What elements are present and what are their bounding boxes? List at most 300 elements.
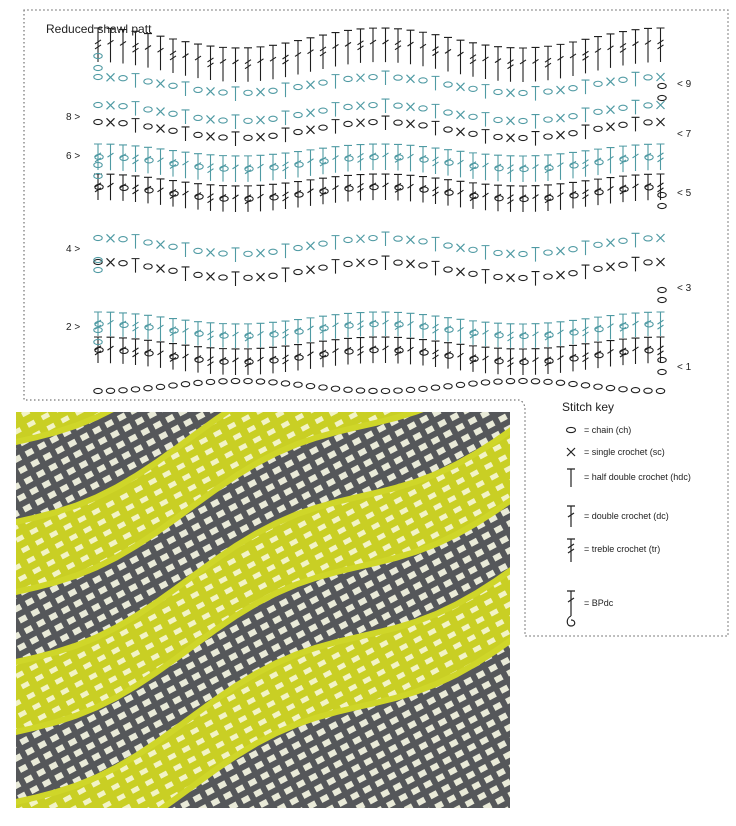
chain-stitch [294, 84, 302, 89]
chain-stitch [544, 250, 552, 255]
chain-stitch [444, 127, 452, 132]
chain-stitch [220, 359, 228, 364]
double-crochet-stitch [132, 339, 140, 365]
double-crochet-stitch [257, 185, 265, 211]
double-crochet-stitch [457, 40, 465, 74]
double-crochet-stitch [532, 324, 540, 348]
hdc-stitch [482, 270, 490, 284]
chain-stitch [394, 388, 402, 393]
chain-stitch [169, 383, 177, 388]
double-crochet-stitch [282, 321, 290, 345]
chain-stitch [495, 359, 503, 364]
chain-stitch [381, 388, 389, 393]
chain-stitch [369, 119, 377, 124]
double-crochet-stitch [207, 185, 215, 211]
double-crochet-stitch [507, 48, 515, 82]
hdc-stitch [332, 120, 340, 134]
sc-stitch [407, 103, 415, 111]
double-crochet-stitch [357, 175, 365, 201]
chain-stitch [394, 260, 402, 265]
double-crochet-stitch [532, 156, 540, 182]
hdc-stitch [182, 267, 190, 281]
double-crochet-stitch [157, 149, 165, 175]
sc-stitch [257, 249, 265, 257]
sc-stitch [557, 114, 565, 122]
double-crochet-stitch [507, 186, 515, 212]
key-label-treble-crochet: = treble crochet (tr) [584, 544, 661, 554]
chain-stitch [394, 75, 402, 80]
sc-stitch [257, 273, 265, 281]
chain-stitch [94, 65, 102, 70]
sc-stitch [607, 106, 615, 114]
chain-stitch [645, 185, 653, 190]
sc-stitch [207, 248, 215, 256]
hdc-stitch [432, 261, 440, 275]
chain-stitch [119, 261, 127, 266]
chain-stitch [581, 383, 589, 388]
chain-stitch [220, 196, 228, 201]
double-crochet-stitch [632, 30, 640, 64]
sc-stitch [157, 241, 165, 249]
hdc-stitch [232, 115, 240, 129]
double-crochet-stitch [644, 28, 652, 62]
chain-stitch [319, 265, 327, 270]
chain-stitch [94, 102, 102, 107]
chain-stitch [294, 269, 302, 274]
chain-stitch [495, 166, 503, 171]
chain-stitch [195, 357, 203, 362]
sc-stitch [507, 117, 515, 125]
double-crochet-stitch [582, 151, 590, 177]
chain-stitch [644, 388, 652, 393]
hdc-stitch [582, 241, 590, 255]
double-crochet-stitch [157, 342, 165, 368]
chain-stitch [644, 260, 652, 265]
double-crochet-stitch [207, 46, 215, 80]
double-crochet-stitch [107, 312, 115, 336]
sc-stitch [357, 102, 365, 110]
chain-stitch [519, 378, 527, 383]
chain-stitch [119, 388, 127, 393]
chain-stitch [294, 245, 302, 250]
chain-stitch [531, 379, 539, 384]
chain-stitch [506, 379, 514, 384]
double-crochet-stitch [107, 337, 115, 363]
hdc-stitch [132, 102, 140, 116]
hdc-stitch [582, 80, 590, 94]
sc-stitch [407, 236, 415, 244]
sc-stitch [507, 250, 515, 258]
sc-stitch [657, 118, 665, 126]
sc-stitch [207, 87, 215, 95]
chain-stitch [595, 353, 603, 358]
chain-stitch [331, 386, 339, 391]
double-crochet-stitch [382, 28, 390, 62]
chain-stitch [544, 379, 552, 384]
chain-stitch [419, 123, 427, 128]
double-crochet-stitch [407, 175, 415, 201]
chain-stitch [495, 196, 503, 201]
chain-stitch [644, 120, 652, 125]
hdc-stitch [632, 233, 640, 247]
double-crochet-stitch [107, 144, 115, 170]
sc-stitch [507, 274, 515, 282]
chain-stitch [595, 160, 603, 165]
row-label-3: < 3 [677, 283, 692, 294]
double-crochet-stitch [357, 145, 365, 171]
chain-stitch [594, 126, 602, 131]
double-crochet-stitch [482, 184, 490, 210]
chain-stitch [319, 80, 327, 85]
sc-stitch [107, 73, 115, 81]
sc-stitch [607, 78, 615, 86]
chain-stitch [644, 236, 652, 241]
chart-title: Reduced shawl patt [46, 22, 152, 36]
sc-stitch [357, 119, 365, 127]
sc-stitch [107, 234, 115, 242]
chain-stitch [244, 275, 252, 280]
sc-stitch [307, 81, 315, 89]
chain-stitch [244, 90, 252, 95]
chain-stitch [144, 386, 152, 391]
sc-stitch [207, 272, 215, 280]
hdc-stitch [332, 75, 340, 89]
chain-stitch [594, 266, 602, 271]
row-label-6: 6 > [66, 151, 81, 162]
sc-stitch [557, 86, 565, 94]
double-crochet-stitch [182, 320, 190, 344]
half-double-crochet-icon [565, 468, 579, 498]
chain-stitch [169, 83, 177, 88]
double-crochet-stitch [582, 181, 590, 207]
hdc-stitch [532, 115, 540, 129]
double-crochet-stitch [657, 28, 665, 62]
chain-stitch [344, 76, 352, 81]
double-crochet-stitch [557, 44, 565, 78]
double-crochet-stitch [357, 338, 365, 364]
double-crochet-stitch [482, 45, 490, 79]
double-crochet-stitch [169, 39, 177, 73]
chain-stitch [344, 387, 352, 392]
chain-stitch [658, 192, 666, 197]
double-crochet-stitch [407, 30, 415, 64]
double-crochet-stitch [357, 29, 365, 63]
chain-stitch [319, 125, 327, 130]
hdc-stitch [382, 256, 390, 270]
double-crochet-stitch [507, 349, 515, 375]
sc-stitch [557, 131, 565, 139]
double-crochet-stitch [482, 154, 490, 180]
hdc-stitch [482, 130, 490, 144]
chain-stitch [445, 353, 453, 358]
double-crochet-stitch [532, 186, 540, 212]
chain-stitch [656, 388, 664, 393]
double-crochet-stitch [532, 47, 540, 81]
chain-stitch [569, 381, 577, 386]
chain-stitch [169, 128, 177, 133]
chain-stitch [494, 89, 502, 94]
chain-stitch [445, 160, 453, 165]
double-crochet-stitch [257, 155, 265, 181]
hdc-stitch [332, 103, 340, 117]
chain-stitch [419, 263, 427, 268]
row-label-8: 8 > [66, 112, 81, 123]
chain-stitch [219, 251, 227, 256]
sc-stitch [557, 247, 565, 255]
chain-stitch [619, 77, 627, 82]
double-crochet-stitch [207, 348, 215, 374]
chain-stitch [444, 82, 452, 87]
chain-stitch [619, 387, 627, 392]
double-crochet-stitch [394, 29, 402, 63]
key-label-single-crochet: = single crochet (sc) [584, 447, 665, 457]
chain-stitch [94, 119, 102, 124]
chain-stitch [319, 241, 327, 246]
double-crochet-stitch [182, 42, 190, 76]
chain-stitch [295, 162, 303, 167]
chain-stitch [569, 271, 577, 276]
stitch-key-title: Stitch key [562, 400, 615, 414]
chain-stitch [494, 274, 502, 279]
double-crochet-stitch [607, 341, 615, 367]
hdc-stitch [532, 87, 540, 101]
chain-stitch [281, 381, 289, 386]
hdc-stitch [182, 127, 190, 141]
chain-stitch [658, 203, 666, 208]
chain-stitch [556, 380, 564, 385]
chain-stitch [445, 190, 453, 195]
chain-stitch [569, 131, 577, 136]
double-crochet-stitch [457, 319, 465, 343]
chain-stitch [345, 186, 353, 191]
double-crochet-stitch [469, 43, 477, 77]
chain-stitch [269, 133, 277, 138]
chain-stitch [658, 357, 666, 362]
chain-stitch [345, 156, 353, 161]
chain-stitch [145, 158, 153, 163]
chain-stitch [294, 382, 302, 387]
double-crochet-stitch [269, 45, 277, 79]
chain-stitch [270, 165, 278, 170]
chain-stitch [244, 379, 252, 384]
row-label-7: < 7 [677, 129, 692, 140]
double-crochet-stitch [382, 337, 390, 363]
chain-stitch [494, 379, 502, 384]
double-crochet-stitch [407, 145, 415, 171]
double-crochet-stitch [232, 156, 240, 182]
chain-stitch [420, 350, 428, 355]
hdc-stitch [282, 111, 290, 125]
hdc-stitch [232, 87, 240, 101]
chain-stitch [658, 287, 666, 292]
chain-stitch [658, 95, 666, 100]
hdc-stitch [232, 248, 240, 262]
sc-stitch [607, 263, 615, 271]
double-crochet-stitch [307, 38, 315, 72]
chain-stitch [344, 104, 352, 109]
chain-stitch [94, 267, 102, 272]
hdc-stitch [382, 99, 390, 113]
chain-stitch [481, 380, 489, 385]
chain-stitch [444, 384, 452, 389]
chain-stitch [195, 164, 203, 169]
chain-stitch [469, 86, 477, 91]
double-crochet-stitch [482, 347, 490, 373]
double-crochet-stitch [157, 36, 165, 70]
chain-stitch [469, 131, 477, 136]
chain-stitch [244, 118, 252, 123]
chain-stitch [119, 104, 127, 109]
hdc-stitch [532, 132, 540, 146]
chain-stitch [570, 356, 578, 361]
chain-stitch [219, 90, 227, 95]
chain-stitch [369, 388, 377, 393]
hdc-stitch [432, 76, 440, 90]
double-crochet-stitch [432, 178, 440, 204]
chain-stitch [370, 184, 378, 189]
double-crochet-stitch [432, 341, 440, 367]
chain-stitch [544, 117, 552, 122]
key-item-single-crochet [565, 446, 735, 466]
chain-stitch [594, 109, 602, 114]
double-crochet-stitch [407, 313, 415, 337]
double-crochet-stitch [632, 313, 640, 337]
sc-stitch [107, 101, 115, 109]
double-crochet-stitch [344, 30, 352, 64]
double-crochet-stitch [157, 317, 165, 341]
double-crochet-stitch [607, 148, 615, 174]
chain-stitch [619, 262, 627, 267]
hdc-stitch [282, 128, 290, 142]
chain-stitch [295, 192, 303, 197]
double-crochet-stitch [557, 322, 565, 346]
chain-stitch [444, 267, 452, 272]
sc-stitch [207, 115, 215, 123]
chain-stitch [194, 132, 202, 137]
sc-stitch [607, 239, 615, 247]
double-crochet-stitch [332, 177, 340, 203]
double-crochet-stitch [407, 338, 415, 364]
chain-stitch [420, 187, 428, 192]
sc-stitch [607, 123, 615, 131]
chain-stitch [119, 76, 127, 81]
back-post-double-crochet-icon [565, 590, 579, 630]
double-crochet-stitch [519, 48, 527, 82]
hdc-stitch [632, 117, 640, 131]
chain-stitch [206, 379, 214, 384]
chain-stitch [406, 387, 414, 392]
double-crochet-stitch [132, 146, 140, 172]
chain-stitch [269, 380, 277, 385]
chain-stitch [520, 196, 528, 201]
double-crochet-stitch [557, 184, 565, 210]
key-item-double-crochet [565, 505, 735, 525]
row-label-2: 2 > [66, 322, 81, 333]
chain-stitch [319, 108, 327, 113]
chain-stitch [469, 381, 477, 386]
sc-stitch [657, 73, 665, 81]
sc-stitch [157, 125, 165, 133]
hdc-stitch [582, 265, 590, 279]
double-crochet-stitch [632, 175, 640, 201]
double-crochet-stitch [507, 156, 515, 182]
chain-stitch [519, 90, 527, 95]
chain-stitch [220, 166, 228, 171]
hdc-stitch [432, 121, 440, 135]
key-item-treble-crochet [565, 538, 735, 558]
sc-stitch [457, 244, 465, 252]
shawl-photo-art [16, 412, 510, 808]
sc-stitch [307, 266, 315, 274]
chain-stitch [494, 250, 502, 255]
chain-stitch [169, 111, 177, 116]
chain-stitch [370, 154, 378, 159]
hdc-stitch [632, 257, 640, 271]
double-crochet-stitch [319, 35, 327, 69]
sc-stitch [307, 109, 315, 117]
chain-stitch [344, 261, 352, 266]
sc-stitch [157, 80, 165, 88]
chain-stitch [169, 268, 177, 273]
sc-stitch [307, 242, 315, 250]
chain-stitch [194, 380, 202, 385]
double-crochet-stitch [544, 46, 552, 80]
double-crochet-stitch [182, 345, 190, 371]
hdc-stitch [432, 237, 440, 251]
double-crochet-stitch [144, 34, 152, 68]
sc-stitch [407, 260, 415, 268]
sc-stitch [657, 258, 665, 266]
double-crochet-stitch [232, 349, 240, 375]
double-crochet-stitch [607, 316, 615, 340]
chain-stitch [344, 121, 352, 126]
chain-stitch [270, 195, 278, 200]
double-crochet-stitch [369, 28, 377, 62]
double-crochet-stitch [582, 39, 590, 73]
chain-stitch [494, 134, 502, 139]
double-crochet-stitch [382, 312, 390, 336]
sc-stitch [657, 101, 665, 109]
chain-stitch [169, 244, 177, 249]
double-crochet-stitch [107, 174, 115, 200]
chain-stitch [344, 237, 352, 242]
double-crochet-stitch [182, 182, 190, 208]
sc-stitch [107, 258, 115, 266]
sc-stitch [357, 259, 365, 267]
hdc-stitch [182, 110, 190, 124]
chain-stitch [256, 379, 264, 384]
chain-stitch [595, 190, 603, 195]
chain-stitch [145, 351, 153, 356]
double-crochet-stitch [294, 41, 302, 75]
sc-stitch [457, 128, 465, 136]
chain-stitch [569, 247, 577, 252]
hdc-stitch [382, 232, 390, 246]
chain-stitch [244, 251, 252, 256]
chain-stitch [594, 384, 602, 389]
chain-stitch [119, 121, 127, 126]
sc-stitch [107, 118, 115, 126]
hdc-stitch [482, 246, 490, 260]
chain-stitch [269, 116, 277, 121]
hdc-stitch [632, 100, 640, 114]
row-label-4: 4 > [66, 244, 81, 255]
key-label-half-double-crochet: = half double crochet (hdc) [584, 472, 691, 482]
sc-stitch [257, 133, 265, 141]
double-crochet-stitch [432, 35, 440, 69]
double-crochet-stitch [232, 324, 240, 348]
chain-stitch [419, 386, 427, 391]
